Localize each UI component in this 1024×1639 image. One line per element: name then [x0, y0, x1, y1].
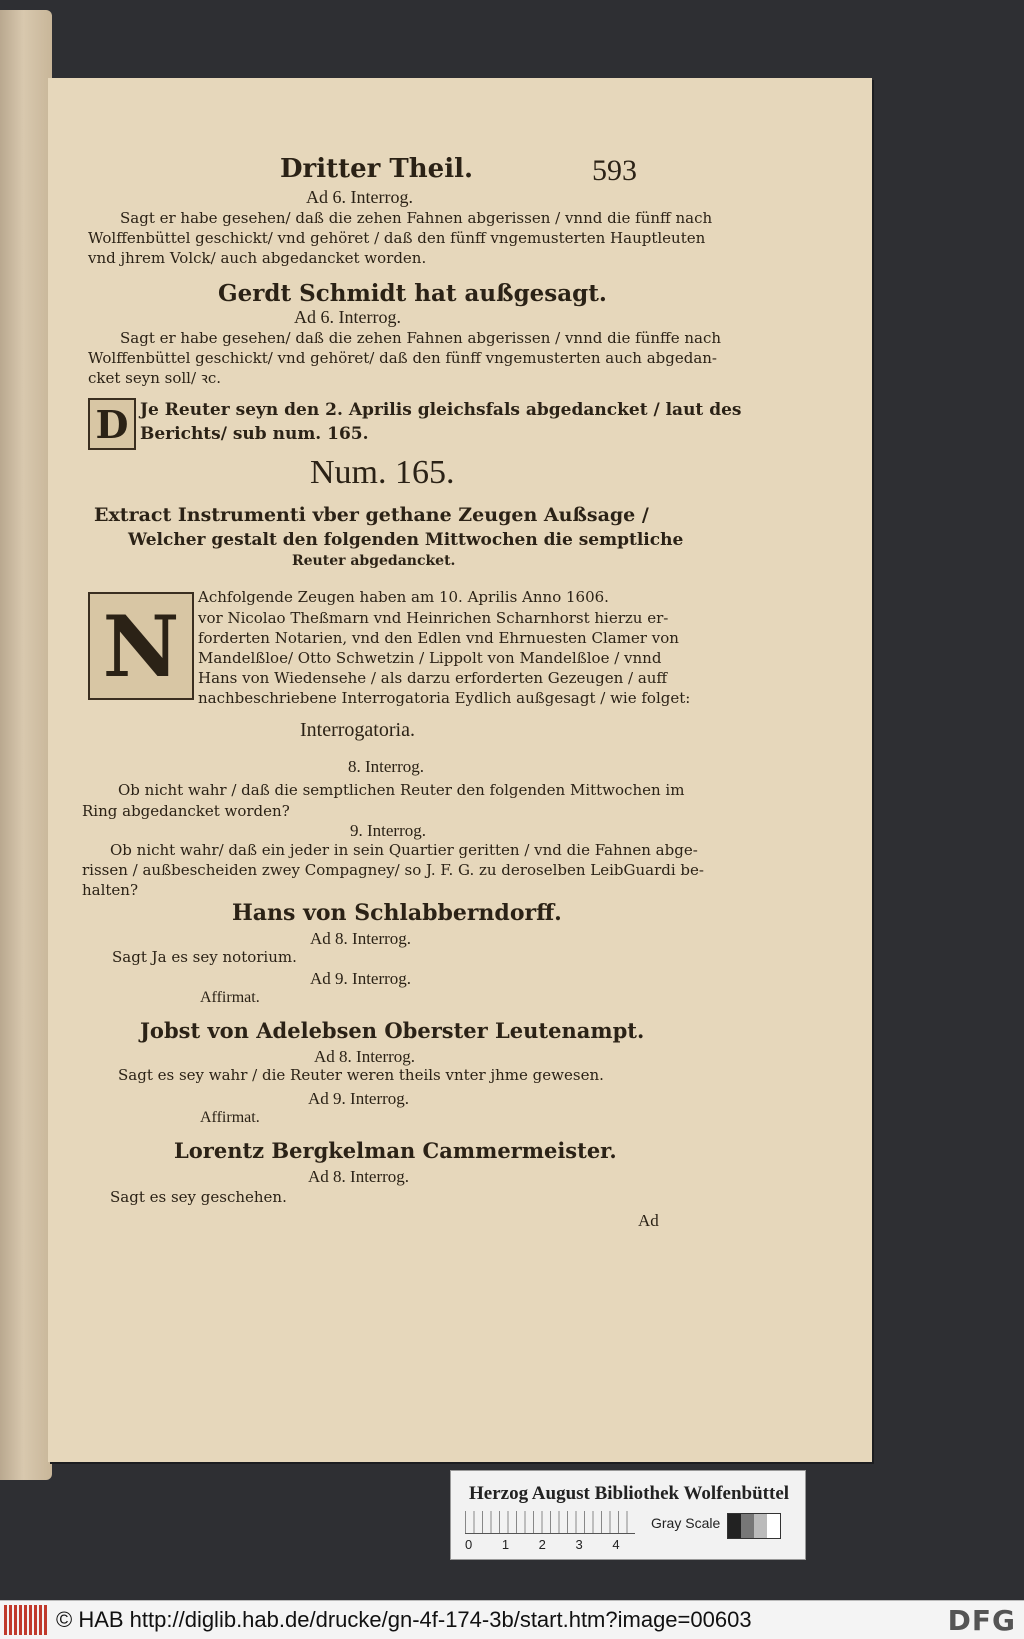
footer-url[interactable]: © HAB http://diglib.hab.de/drucke/gn-4f-174-3b/start.htm?image=00603 [56, 1607, 752, 1632]
interrog-heading: Ad 8. Interrog. [314, 1047, 416, 1066]
footer-bar [0, 1600, 1024, 1639]
running-title: Dritter Theil. [280, 154, 474, 184]
witness-heading: Gerdt Schmidt hat außgesagt. [218, 280, 607, 307]
text-line: rissen / außbescheiden zwey Compagney/ so J. F. G. zu deroselben LeibGuardi be- [82, 861, 704, 879]
gray-scale-swatch [727, 1513, 781, 1539]
text-line: Sagt Ja es sey notorium. [112, 948, 297, 966]
gray-scale-label: Gray Scale [651, 1515, 721, 1531]
text-line: Sagt er habe gesehen/ daß die zehen Fahnen abgerissen / vnnd die fünff nach [120, 209, 713, 227]
ruler-numbers: 0 1 2 3 4 [465, 1537, 620, 1552]
text-line: Achfolgende Zeugen haben am 10. Aprilis Anno 1606. [198, 588, 609, 606]
text-line: Ring abgedancket worden? [82, 802, 290, 820]
text-line: forderten Notarien, vnd den Edlen vnd Ehrnuesten Clamer von [198, 629, 679, 647]
text-line: vnd jhrem Volck/ auch abgedancket worden. [88, 249, 427, 267]
text-line: Affirmat. [200, 1109, 260, 1126]
text-line: nachbeschriebene Interrogatoria Eydlich außgesagt / wie folget: [198, 689, 691, 707]
interrog-heading: Ad 8. Interrog. [310, 929, 412, 948]
text-line: cket seyn soll/ ꝛc. [88, 369, 222, 387]
dfg-logo: DFG [947, 1604, 1016, 1637]
text-line: Hans von Wiedensehe / als darzu erforderten Gezeugen / auff [198, 669, 668, 687]
interrog-heading: 8. Interrog. [348, 757, 425, 776]
extract-title: Reuter abgedancket. [292, 553, 456, 569]
extract-title: Extract Instrumenti vber gethane Zeugen Außsage / [94, 504, 649, 526]
decorated-initial-d: D [88, 398, 136, 450]
text-line: Berichts/ sub num. 165. [140, 424, 369, 444]
interrog-heading: Ad 9. Interrog. [310, 969, 412, 988]
witness-heading: Hans von Schlabberndorff. [232, 900, 562, 926]
extract-title: Welcher gestalt den folgenden Mittwochen die semptliche [128, 530, 684, 550]
text-line: Ob nicht wahr/ daß ein jeder in sein Quartier geritten / vnd die Fahnen abge- [110, 841, 698, 859]
interrog-heading: Ad 9. Interrog. [308, 1089, 410, 1108]
witness-heading: Lorentz Bergkelman Cammermeister. [174, 1138, 617, 1163]
catchword: Ad [638, 1211, 659, 1230]
decorated-initial-n: N [88, 592, 194, 700]
facing-page-edge [0, 10, 52, 1480]
scale-ruler [465, 1511, 635, 1534]
interrog-heading: Ad 6. Interrog. [306, 187, 413, 207]
num-heading: Num. 165. [310, 454, 455, 491]
book-page [48, 78, 872, 1462]
stamp-title: Herzog August Bibliothek Wolfenbüttel [469, 1483, 790, 1504]
barcode-icon [4, 1605, 48, 1635]
text-line: Sagt es sey wahr / die Reuter weren theils vnter jhme gewesen. [118, 1066, 604, 1084]
text-line: Mandelßloe/ Otto Schwetzin / Lippolt von Mandelßloe / vnnd [198, 649, 662, 667]
interrog-heading: Ad 6. Interrog. [294, 307, 401, 327]
interrog-heading: Ad 8. Interrog. [308, 1167, 410, 1186]
interrog-heading: 9. Interrog. [350, 821, 427, 840]
text-line: Wolffenbüttel geschickt/ vnd gehöret / daß den fünff vngemusterten Hauptleuten [88, 229, 706, 247]
text-line: Affirmat. [200, 989, 260, 1006]
page-number: 593 [592, 154, 637, 187]
library-stamp [450, 1470, 806, 1560]
section-heading: Interrogatoria. [300, 719, 415, 741]
text-line: Sagt er habe gesehen/ daß die zehen Fahnen abgerissen / vnnd die fünffe nach [120, 329, 722, 347]
text-line: Ob nicht wahr / daß die semptlichen Reuter den folgenden Mittwochen im [118, 781, 685, 799]
text-line: Wolffenbüttel geschickt/ vnd gehöret/ daß den fünff vngemusterten auch abgedan- [88, 349, 718, 367]
witness-heading: Jobst von Adelebsen Oberster Leutenampt. [140, 1018, 645, 1043]
text-line: Je Reuter seyn den 2. Aprilis gleichsfals abgedancket / laut des [140, 400, 742, 420]
text-line: vor Nicolao Theßmarn vnd Heinrichen Scharnhorst hierzu er- [198, 609, 669, 627]
text-line: Sagt es sey geschehen. [110, 1188, 287, 1206]
text-line: halten? [82, 881, 139, 899]
